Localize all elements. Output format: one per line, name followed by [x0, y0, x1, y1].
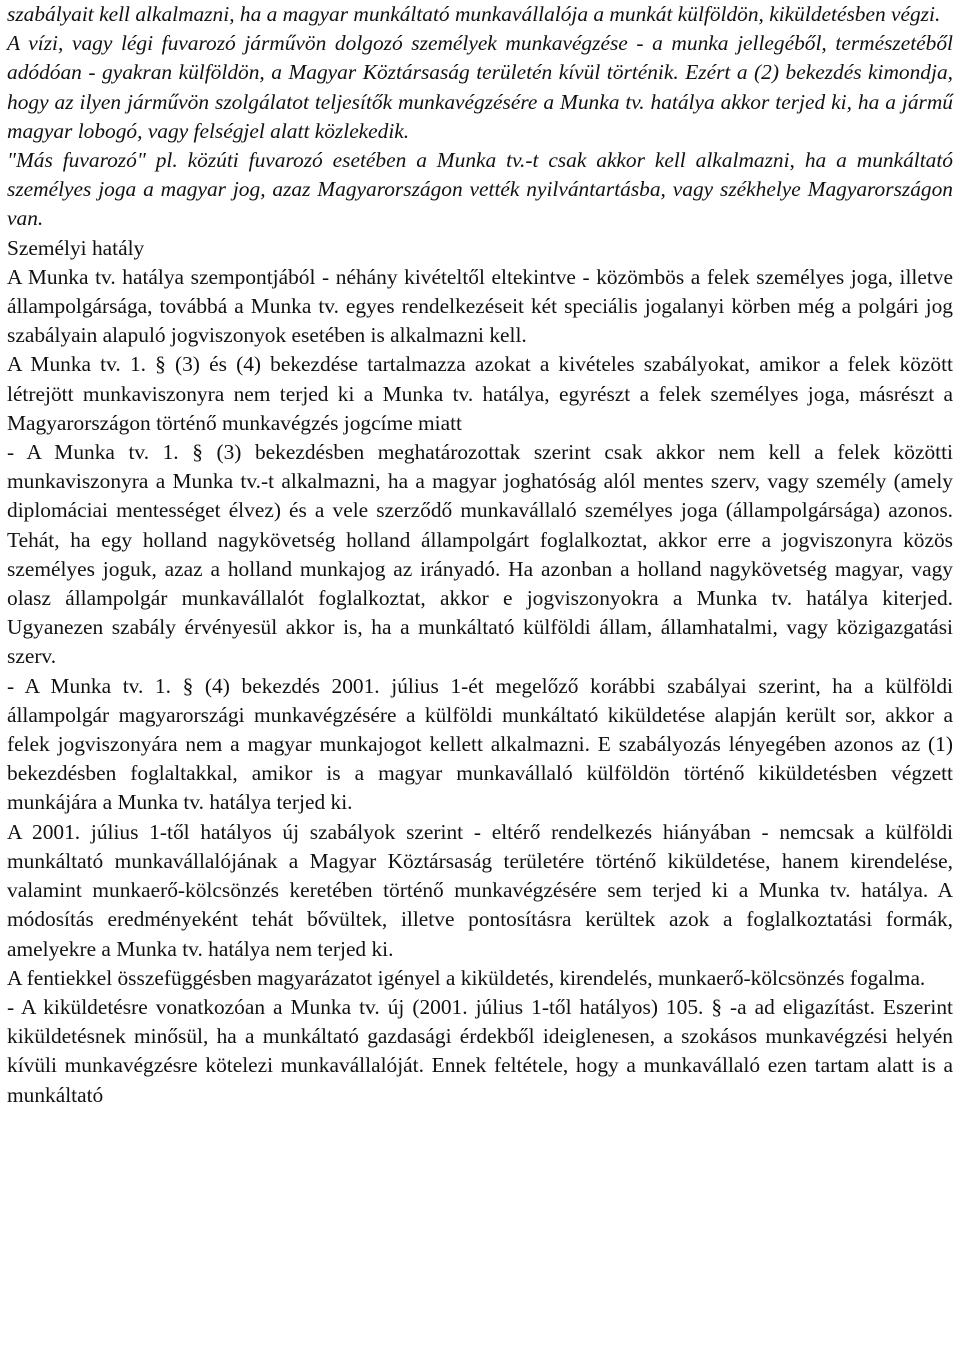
section-heading-szemelyi-hataly: Személyi hatály [7, 235, 145, 260]
document-page [7, 0, 953, 1110]
paragraph-fogalmak: A fentiekkel összefüggésben magyarázatot igényel a kiküldetés, kirendelés, munkaerő-kölcsönzés fogalma. [7, 965, 926, 990]
paragraph-bekezdes-3: - A Munka tv. 1. § (3) bekezdésben meghatározottak szerint csak akkor nem kell a felek közötti munkaviszonyra a Munka tv.-t alkalmazni, ha a magyar joghatóság alól mentes szerv, vagy személy (amely diplomáciai mentességet élvez) és a vele szerződő munkavállaló személyes joga (állampolgársága) azonos. Tehát, ha egy holland nagykövetség holland állampolgárt foglalkoztat, akkor erre a jogviszonyra közös személyes joguk, azaz a holland munkajog az irányadó. Ha azonban a holland nagykövetség magyar, vagy olasz állampolgár munkavállalót foglalkoztat, akkor e jogviszonyokra a Munka tv. hatálya kiterjed. Ugyanezen szabály érvényesül akkor is, ha a munkáltató külföldi állam, államhatalmi, vagy közigazgatási szerv. [7, 440, 953, 669]
paragraph-vizi-legi-fuvarozo: A vízi, vagy légi fuvarozó járművön dolgozó személyek munkavégzése - a munka jellegéből, természetéből adódóan - gyakran külföldön, a Magyar Köztársaság területén kívül történik. Ezért a (2) bekezdés kimondja, hogy az ilyen járművön szolgálatot teljesítők munkavégzésére a Munka tv. hatálya akkor terjed ki, ha a jármű magyar lobogó, vagy felségjel alatt közlekedik. [7, 31, 953, 143]
paragraph-bekezdes-4: - A Munka tv. 1. § (4) bekezdés 2001. július 1-ét megelőző korábbi szabályai szerint, ha a külföldi állampolgár magyarországi munkavégzésére a külföldi munkáltató kiküldetése alapján került sor, akkor a felek jogviszonyára nem a magyar munkajogot kellett alkalmazni. E szabályozás lényegében azonos az (1) bekezdésben foglaltakkal, amikor is a magyar munkavállaló külföldön történő kiküldetésben végzett munkájára a Munka tv. hatálya terjed ki. [7, 673, 953, 815]
paragraph-kikuldetes-definicio: - A kiküldetésre vonatkozóan a Munka tv. új (2001. július 1-től hatályos) 105. § -a ad eligazítást. Eszerint kiküldetésnek minősül, ha a munkáltató gazdasági érdekből ideiglenesen, a szokásos munkavégzési helyén kívüli munkavégzésre kötelezi munkavállalóját. Ennek feltétele, hogy a munkavállaló ezen tartam alatt is a munkáltató [7, 994, 953, 1107]
paragraph-uj-szabalyok: A 2001. július 1-től hatályos új szabályok szerint - eltérő rendelkezés hiányában - nemcsak a külföldi munkáltató munkavállalójának a Magyar Köztársaság területére történő kiküldetése, hanem kirendelése, valamint munkaerő-kölcsönzés keretében történő munkavégzésére sem terjed ki a Munka tv. hatálya. A módosítás eredményeként tehát bővültek, illetve pontosításra kerültek azok a foglalkoztatási formák, amelyekre a Munka tv. hatálya nem terjed ki. [7, 819, 953, 961]
paragraph-szemelyi-hataly: A Munka tv. hatálya szempontjából - néhány kivételtől eltekintve - közömbös a felek személyes joga, illetve állampolgársága, továbbá a Munka tv. egyes rendelkezéseit két speciális jogalanyi körben még a polgári jog szabályain alapuló jogviszonyok esetében is alkalmazni kell. [7, 264, 953, 348]
paragraph-kiveteles-szabalyok: A Munka tv. 1. § (3) és (4) bekezdése tartalmazza azokat a kivételes szabályokat, amikor a felek között létrejött munkaviszonyra nem terjed ki a Munka tv. hatálya, egyrészt a felek személyes joga, másrészt a Magyarországon történő munkavégzés jogcíme miatt [7, 352, 953, 435]
paragraph-mas-fuvarozo: "Más fuvarozó" pl. közúti fuvarozó esetében a Munka tv.-t csak akkor kell alkalmazni, ha a munkáltató személyes joga a magyar jog, azaz Magyarországon vették nyilvántartásba, vagy székhelye Magyarországon van. [7, 148, 953, 231]
paragraph-kikuldetes-intro: szabályait kell alkalmazni, ha a magyar munkáltató munkavállalója a munkát külföldön, kiküldetésben végzi. [7, 2, 941, 26]
